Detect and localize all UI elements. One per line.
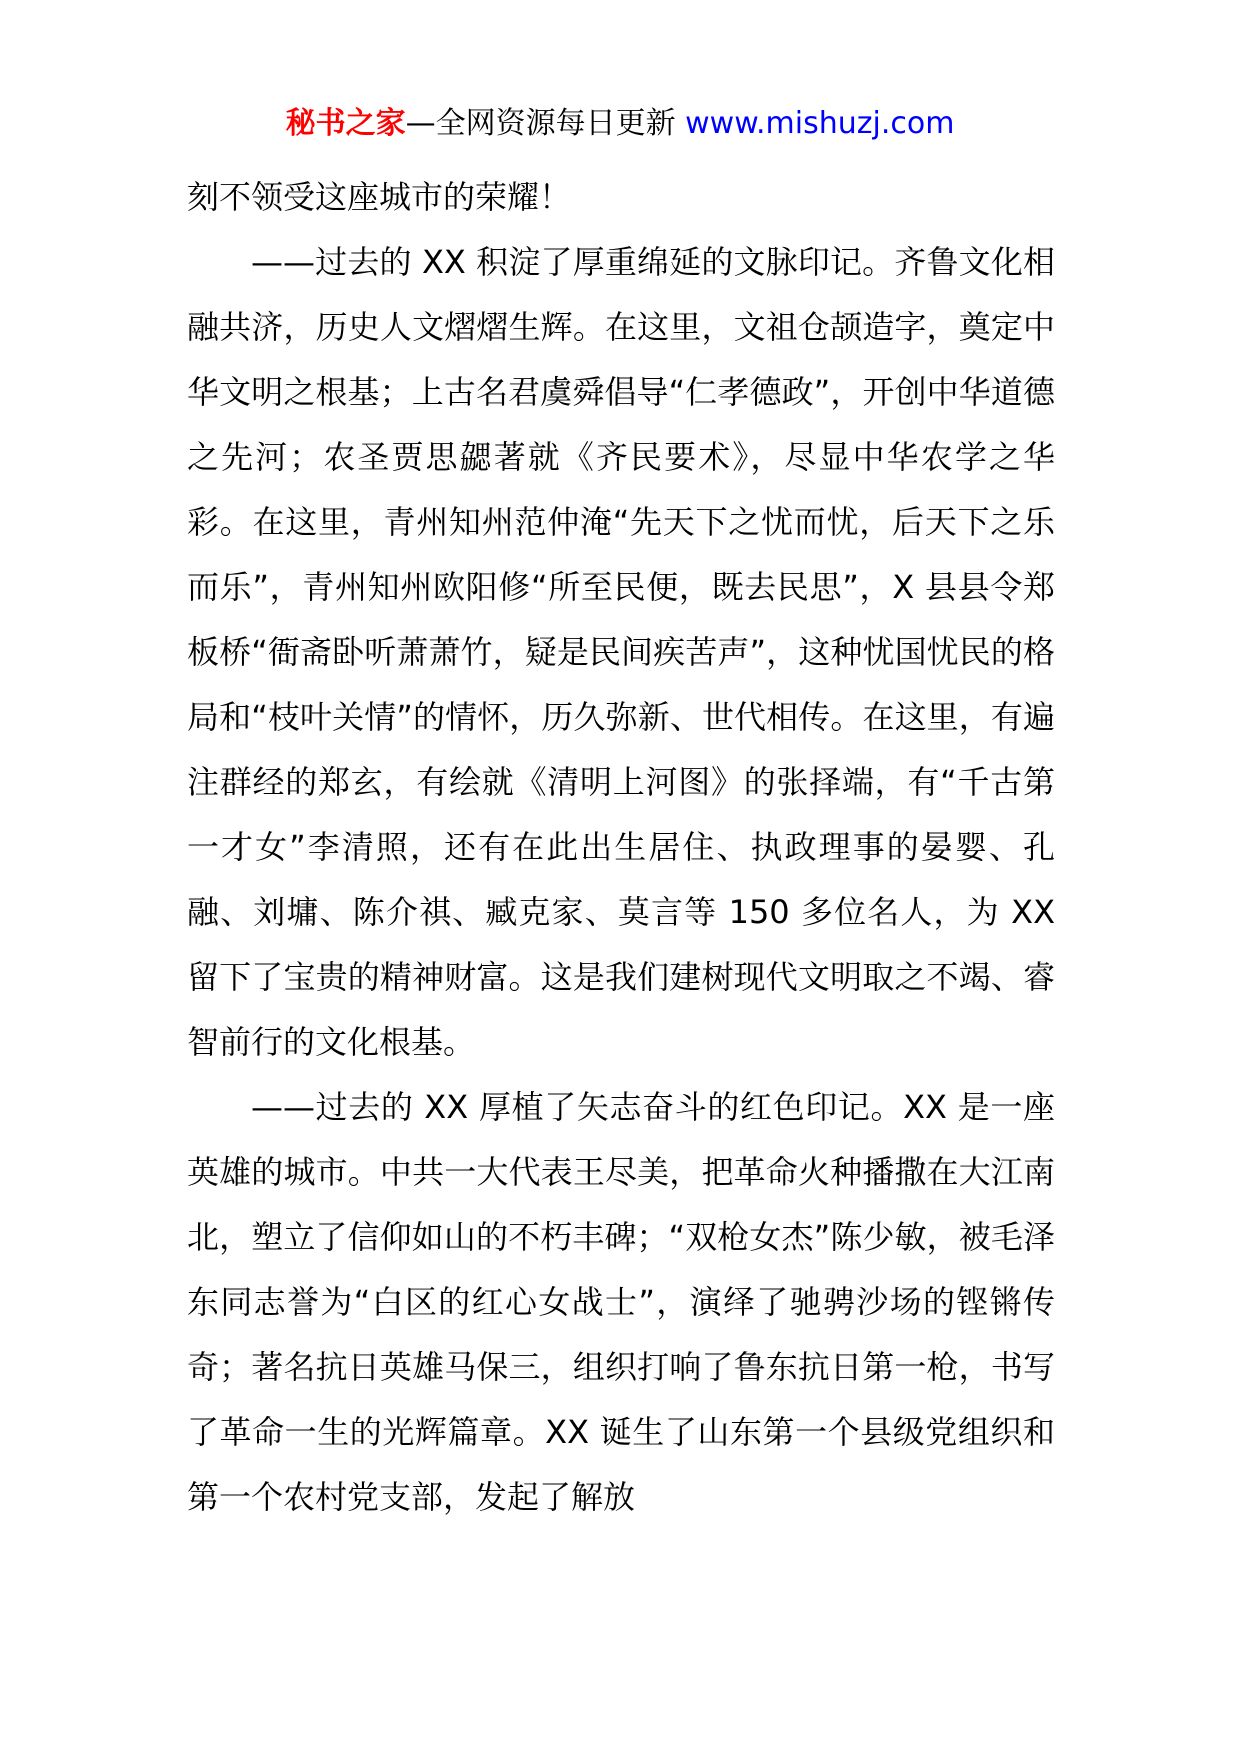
paragraph-cultural-heritage: ——过去的 XX 积淀了厚重绵延的文脉印记。齐鲁文化相融共济，历史人文熠熠生辉。在这里，文祖仓颉造字，奠定中华文明之根基；上古名君虞舜倡导“仁孝德政”，开创中华道德之先河；农圣贾思勰著就《齐民要术》，尽显中华农学之华彩。在这里，青州知州范仲淹“先天下之忧而忧，后天下之乐而乐”，青州知州欧阳修“所至民便，既去民思”，X 县县令郑板桥“衙斋卧听萧萧竹，疑是民间疾苦声”，这种忧国忧民的格局和“枝叶关情”的情怀，历久弥新、世代相传。在这里，有遍注群经的郑玄，有绘就《清明上河图》的张择端，有“千古第一才女”李清照，还有在此出生居住、执政理事的晏婴、孔融、刘墉、陈介祺、臧克家、莫言等 150 多位名人，为 XX 留下了宝贵的精神财富。这是我们建树现代文明取之不竭、睿智前行的文化根基。 [187,243,1055,1061]
header-brand: 秘书之家 [285,106,406,141]
paragraph-continuation: 刻不领受这座城市的荣耀！ [187,178,572,216]
page-header [0,100,1240,148]
document-body [187,165,1055,1530]
header-tagline: —全网资源每日更新 [405,106,676,141]
paragraph-red-heritage: ——过去的 XX 厚植了矢志奋斗的红色印记。XX 是一座英雄的城市。中共一大代表王尽美，把革命火种播撒在大江南北，塑立了信仰如山的不朽丰碑；“双枪女杰”陈少敏，被毛泽东同志誉为“白区的红心女战士”，演绎了驰骋沙场的铿锵传奇；著名抗日英雄马保三，组织打响了鲁东抗日第一枪，书写了革命一生的光辉篇章。XX 诞生了山东第一个县级党组织和第一个农村党支部，发起了解放 [187,1088,1055,1516]
header-url-link[interactable]: www.mishuzj.com [685,106,955,141]
